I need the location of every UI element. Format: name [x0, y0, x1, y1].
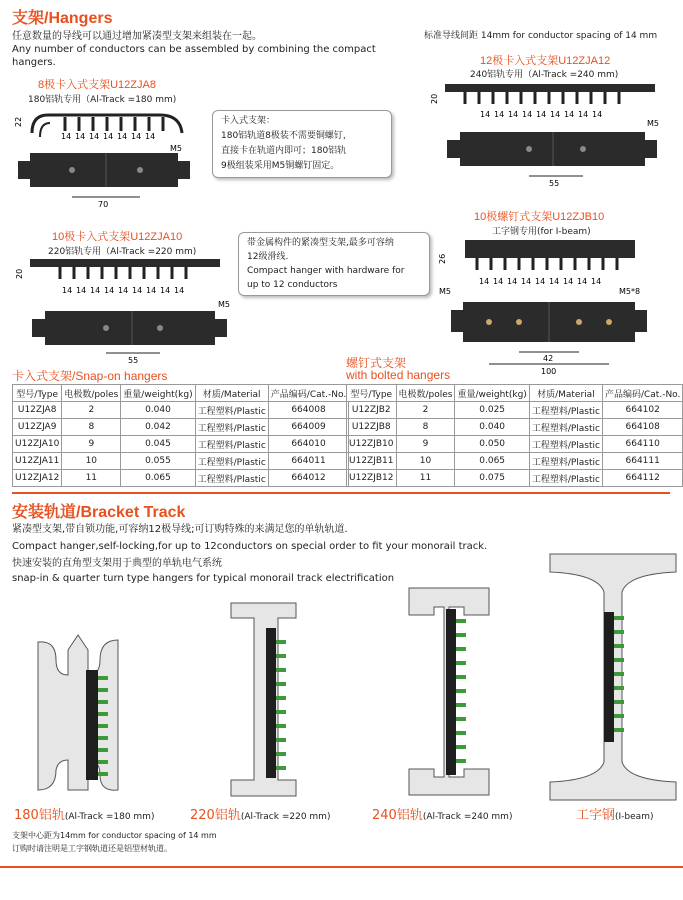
cell: 10 — [396, 453, 455, 470]
hanger-8-subtitle: 180铝轨专用（Al-Track =180 mm) — [28, 95, 177, 105]
col-header: 电极数/poles — [62, 385, 121, 402]
note-line: up to 12 conductors — [247, 280, 338, 290]
dim-pitch: 14 — [549, 277, 560, 286]
cell: 0.045 — [121, 436, 195, 453]
dim-pitch: 14 — [117, 132, 128, 141]
col-header: 产品编码/Cat.-No. — [268, 385, 348, 402]
note-line: 9极组装采用M5铜螺钉固定。 — [221, 161, 340, 171]
cell: U12ZJA9 — [13, 419, 62, 436]
track-label-ibeam: 工字钢(I-beam) — [576, 808, 654, 823]
dim-pitch: 14 — [550, 110, 561, 119]
cell: U12ZJA11 — [13, 453, 62, 470]
cell: U12ZJA10 — [13, 436, 62, 453]
track-220-drawing — [226, 600, 316, 800]
cell: 664108 — [602, 419, 682, 436]
dim-pitch: 14 — [61, 132, 72, 141]
footer-divider — [0, 866, 683, 868]
cell: U12ZJA8 — [13, 402, 62, 419]
cell: 664011 — [268, 453, 348, 470]
hangers-desc-en: Any number of conductors can be assembled by combining the compact hangers. — [12, 44, 376, 68]
note-line: 180铝轨道8极装不需要铜螺钉， — [221, 131, 352, 141]
cell: 0.075 — [455, 470, 529, 487]
footer-line2: 订购时请注明是工字钢轨道还是铝型材轨道。 — [12, 844, 172, 853]
cell: 664112 — [602, 470, 682, 487]
hanger-10-pitch-labels — [62, 286, 184, 295]
table-bolted-caption-cn: 螺钉式支架 — [346, 356, 407, 370]
bracket-line3: 快速安装的直角型支架用于典型的单轨电气系统 — [12, 558, 222, 569]
table-row — [13, 453, 349, 470]
cell: 664009 — [268, 419, 348, 436]
dim-pitch: 14 — [103, 132, 114, 141]
note-line: 卡入式支架： — [221, 116, 276, 126]
hangers-desc-cn: 任意数量的导线可以通过增加紧凑型支架来组装在一起。 — [12, 31, 262, 42]
cell: U12ZJB12 — [347, 470, 397, 487]
dim-pitch: 14 — [522, 110, 533, 119]
dim-width: 70 — [98, 200, 109, 209]
cell: 0.040 — [121, 402, 195, 419]
cell: 2 — [396, 402, 455, 419]
cell: U12ZJB11 — [347, 453, 397, 470]
cell: 9 — [62, 436, 121, 453]
dim-pitch: 14 — [494, 110, 505, 119]
dim-pitch: 14 — [577, 277, 588, 286]
dim-width: 55 — [128, 356, 139, 365]
dim-pitch: 14 — [160, 286, 171, 295]
cell: 0.065 — [121, 470, 195, 487]
cell: 工程塑料/Plastic — [195, 453, 268, 470]
note-line: 带金属构件的紧凑型支架,最多可容纳 — [247, 238, 394, 248]
cell: U12ZJA12 — [13, 470, 62, 487]
dim-bolt: M5 — [647, 119, 659, 128]
cell: 工程塑料/Plastic — [529, 419, 602, 436]
table-bolted-caption-en: with bolted hangers — [346, 368, 451, 382]
dim-pitch: 14 — [146, 286, 157, 295]
hanger-12-pitch-labels — [480, 110, 602, 119]
cell: 664111 — [602, 453, 682, 470]
table-row — [347, 436, 683, 453]
hanger-b10-drawing — [425, 236, 665, 376]
section-title-hangers: 支架/Hangers — [12, 10, 113, 27]
dim-pitch: 14 — [174, 286, 185, 295]
cell: U12ZJB10 — [347, 436, 397, 453]
table-row — [347, 470, 683, 487]
dim-pitch: 14 — [508, 110, 519, 119]
col-header: 电极数/poles — [396, 385, 455, 402]
bracket-line2: Compact hanger,self-locking,for up to 12conductors on special order to fit your monorail track. — [12, 541, 488, 552]
hanger-8-title: 8极卡入式支架U12ZJA8 — [38, 79, 156, 91]
dim-pitch: 14 — [89, 132, 100, 141]
dim-pitch: 14 — [131, 132, 142, 141]
cell: 664008 — [268, 402, 348, 419]
dim-pitch: 14 — [536, 110, 547, 119]
dim-pitch: 14 — [90, 286, 101, 295]
col-header: 型号/Type — [347, 385, 397, 402]
dim-width: 55 — [549, 179, 560, 188]
bracket-line4: snap-in & quarter turn type hangers for typical monorail track electrification — [12, 573, 395, 584]
hanger-10-subtitle: 220铝轨专用（Al-Track =220 mm) — [48, 247, 197, 257]
divider — [12, 492, 670, 494]
dim-bolt-right: M5*8 — [619, 287, 641, 296]
track-180-drawing — [28, 630, 138, 800]
dim-bolt-left: M5 — [439, 287, 451, 296]
track-240-drawing — [404, 585, 494, 800]
dim-pitch: 14 — [479, 277, 490, 286]
section-title-bracket: 安装轨道/Bracket Track — [12, 504, 186, 521]
col-header: 重量/weight(kg) — [121, 385, 195, 402]
note-line: Compact hanger with hardware for — [247, 266, 405, 276]
cell: 工程塑料/Plastic — [195, 419, 268, 436]
dim-pitch: 14 — [493, 277, 504, 286]
note-line: 12级滑线. — [247, 252, 289, 262]
dim-pitch: 14 — [132, 286, 143, 295]
cell: 8 — [62, 419, 121, 436]
hanger-12-subtitle: 240铝轨专用（Al-Track =240 mm) — [470, 70, 619, 80]
dim-bolt: M5 — [218, 300, 230, 309]
table-bolted — [346, 384, 683, 487]
dim-pitch: 14 — [591, 277, 602, 286]
cell: 11 — [62, 470, 121, 487]
table-header-row — [347, 385, 683, 402]
dim-pitch: 14 — [563, 277, 574, 286]
dim-pitch: 14 — [521, 277, 532, 286]
cell: 0.042 — [121, 419, 195, 436]
cell: 工程塑料/Plastic — [529, 470, 602, 487]
dim-pitch: 14 — [118, 286, 129, 295]
cell: U12ZJB2 — [347, 402, 397, 419]
cell: 2 — [62, 402, 121, 419]
table-header-row — [13, 385, 349, 402]
dim-pitch: 14 — [535, 277, 546, 286]
dim-width-inner: 42 — [543, 354, 554, 363]
table-row — [347, 402, 683, 419]
track-label-180: 180铝轨(Al-Track =180 mm) — [14, 808, 155, 823]
col-header: 材质/Material — [529, 385, 602, 402]
cell: 0.055 — [121, 453, 195, 470]
hanger-10-title: 10极卡入式支架U12ZJA10 — [52, 231, 183, 243]
dim-pitch: 14 — [76, 286, 87, 295]
cell: 8 — [396, 419, 455, 436]
hanger-b10-title: 10极螺钉式支架U12ZJB10 — [474, 211, 605, 223]
cell: 664110 — [602, 436, 682, 453]
dim-pitch: 14 — [507, 277, 518, 286]
table-row — [13, 402, 349, 419]
track-label-240: 240铝轨(Al-Track =240 mm) — [372, 808, 513, 823]
col-header: 重量/weight(kg) — [455, 385, 529, 402]
col-header: 产品编码/Cat.-No. — [602, 385, 682, 402]
cell: 工程塑料/Plastic — [195, 436, 268, 453]
cell: 9 — [396, 436, 455, 453]
dim-height: 26 — [438, 253, 447, 264]
note-snap-on — [212, 110, 392, 178]
track-label-220: 220铝轨(Al-Track =220 mm) — [190, 808, 331, 823]
dim-pitch: 14 — [75, 132, 86, 141]
table-snap-caption: 卡入式支架/Snap-on hangers — [12, 369, 168, 383]
dim-height: 20 — [430, 93, 439, 104]
dim-width-outer: 100 — [541, 367, 557, 376]
table-snap-on — [12, 384, 349, 487]
dim-pitch: 14 — [104, 286, 115, 295]
hanger-b10-pitch-labels — [479, 277, 601, 286]
dim-bolt: M5 — [170, 144, 182, 153]
cell: 664102 — [602, 402, 682, 419]
dim-height: 20 — [15, 268, 24, 279]
col-header: 材质/Material — [195, 385, 268, 402]
footer-line1: 支架中心距为14mm for conductor spacing of 14 mm — [12, 831, 217, 840]
cell: 664012 — [268, 470, 348, 487]
bracket-line1: 紧凑型支架,带自锁功能,可容纳12极导线;可订购特殊的来满足您的单轨轨道. — [12, 524, 348, 535]
cell: 0.025 — [455, 402, 529, 419]
cell: 0.065 — [455, 453, 529, 470]
hanger-b10-subtitle: 工字钢专用(for I-beam) — [492, 227, 591, 237]
dim-pitch: 14 — [564, 110, 575, 119]
dim-pitch: 14 — [578, 110, 589, 119]
cell: 工程塑料/Plastic — [195, 402, 268, 419]
hanger-8-drawing — [10, 105, 210, 215]
cell: U12ZJB8 — [347, 419, 397, 436]
dim-pitch: 14 — [62, 286, 73, 295]
dim-pitch: 14 — [145, 132, 156, 141]
hanger-8-pitch-labels — [61, 132, 155, 141]
cell: 工程塑料/Plastic — [195, 470, 268, 487]
table-row — [347, 419, 683, 436]
cell: 0.040 — [455, 419, 529, 436]
cell: 工程塑料/Plastic — [529, 402, 602, 419]
table-row — [347, 453, 683, 470]
hanger-12-title: 12极卡入式支架U12ZJA12 — [480, 55, 611, 67]
cell: 工程塑料/Plastic — [529, 436, 602, 453]
hanger-10-drawing — [10, 255, 240, 365]
note-hardware — [238, 232, 430, 296]
note-line: 直接卡在轨道内即可；180铝轨 — [221, 146, 347, 156]
cell: 工程塑料/Plastic — [529, 453, 602, 470]
table-row — [13, 419, 349, 436]
dim-pitch: 14 — [592, 110, 603, 119]
cell: 11 — [396, 470, 455, 487]
track-ibeam-drawing — [548, 552, 678, 802]
table-row — [13, 436, 349, 453]
cell: 10 — [62, 453, 121, 470]
hanger-12-drawing — [425, 80, 665, 200]
dim-height: 22 — [14, 116, 23, 127]
col-header: 型号/Type — [13, 385, 62, 402]
spacing-note: 标准导线间距 14mm for conductor spacing of 14 mm — [424, 31, 658, 41]
cell: 664010 — [268, 436, 348, 453]
dim-pitch: 14 — [480, 110, 491, 119]
cell: 0.050 — [455, 436, 529, 453]
table-row — [13, 470, 349, 487]
